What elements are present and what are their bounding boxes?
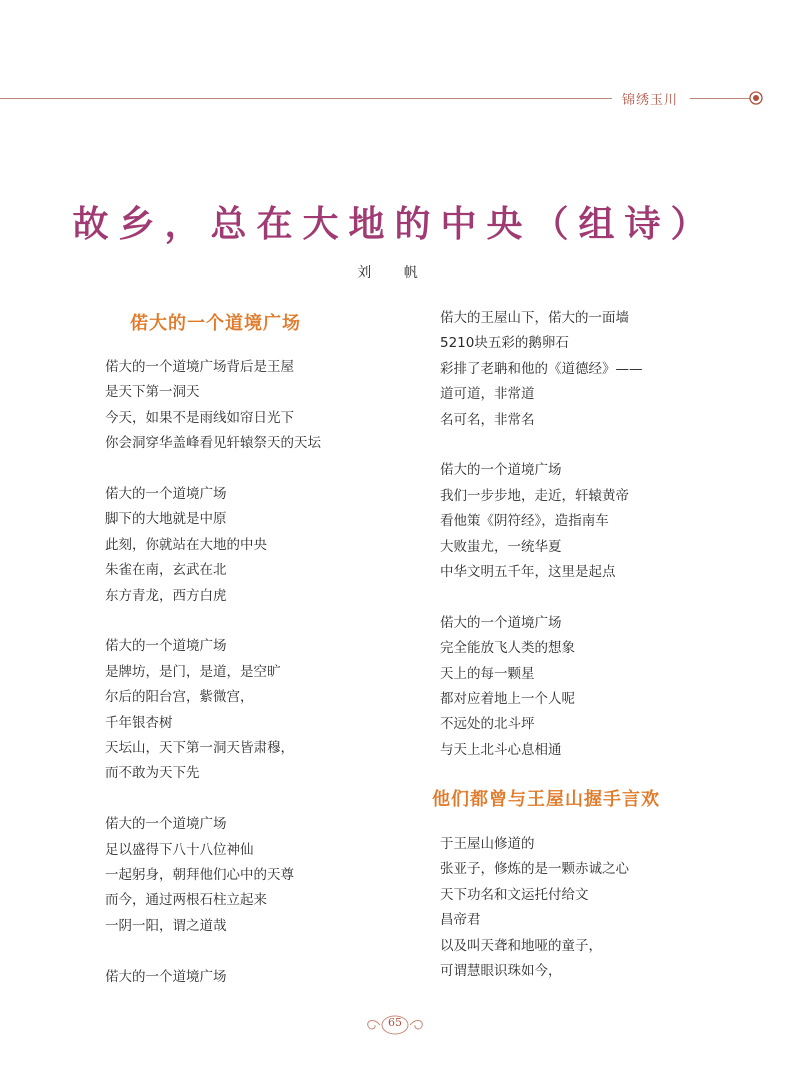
poem-line: 一起躬身，朝拜他们心中的天尊	[105, 867, 294, 884]
poem-line: 此刻，你就站在大地的中央	[105, 536, 267, 553]
subhead-2: 他们都曾与王屋山握手言欢	[432, 789, 660, 810]
poem-line: 5210块五彩的鹅卵石	[440, 335, 569, 352]
right-column-bottom	[440, 832, 750, 984]
right-column-top	[440, 306, 750, 763]
poem-line: 今天，如果不是雨线如帘日光下	[105, 409, 294, 426]
poem-line: 东方青龙，西方白虎	[105, 587, 227, 604]
poem-line: 张亚子，修炼的是一颗赤诚之心	[440, 861, 629, 878]
poem-line: 朱雀在南，玄武在北	[105, 562, 227, 579]
left-column	[105, 355, 415, 990]
poem-line: 天下功名和文运托付给文	[440, 886, 589, 903]
section-label: 锦绣玉川	[622, 93, 679, 108]
poem-line: 足以盛得下八十八位神仙	[105, 841, 254, 858]
poem-title: 故乡，总在大地的中央（组诗）	[72, 204, 717, 245]
poem-line: 尔后的阳台宫，紫微宫，	[105, 689, 254, 706]
poem-line: 天坛山，天下第一洞天皆肃穆，	[105, 740, 294, 757]
poem-line: 以及叫天聋和地哑的童子，	[440, 937, 602, 954]
poem-line: 偌大的一个道境广场	[440, 614, 562, 631]
target-icon	[749, 91, 763, 105]
poem-line: 偌大的一个道境广场	[440, 462, 562, 479]
stanza-gap	[105, 457, 415, 482]
poem-line: 偌大的一个道境广场	[105, 968, 227, 985]
poem-line: 可谓慧眼识珠如今，	[440, 963, 562, 980]
author: 刘 帆	[357, 265, 432, 281]
header-rule	[0, 98, 612, 99]
stanza-gap	[440, 433, 750, 458]
poem-line: 完全能放飞人类的想象	[440, 640, 575, 657]
stanza-gap	[105, 609, 415, 634]
poem-line: 我们一步步地，走近，轩辕黄帝	[440, 487, 629, 504]
poem-line: 大败蚩尤，一统华夏	[440, 538, 562, 555]
poem-line: 是天下第一洞天	[105, 384, 200, 401]
poem-line: 偌大的一个道境广场	[105, 638, 227, 655]
page-number-ornament	[360, 1010, 430, 1040]
poem-line: 千年银杏树	[105, 714, 173, 731]
poem-line: 脚下的大地就是中原	[105, 511, 227, 528]
poem-line: 彩排了老聃和他的《道德经》——	[440, 360, 643, 377]
poem-line: 名可名，非常名	[440, 411, 535, 428]
poem-line: 而不敢为天下先	[105, 765, 200, 782]
poem-line: 天上的每一颗星	[440, 665, 535, 682]
poem-line: 偌大的一个道境广场背后是王屋	[105, 359, 294, 375]
stanza-gap	[105, 939, 415, 964]
poem-line: 于王屋山修道的	[440, 836, 535, 852]
poem-line: 昌帝君	[440, 912, 481, 929]
stanza-gap	[440, 585, 750, 610]
poem-line: 与天上北斗心息相通	[440, 741, 562, 758]
subhead-1: 偌大的一个道境广场	[130, 313, 301, 334]
page-number: 65	[388, 1016, 402, 1029]
poem-line: 不远处的北斗坪	[440, 716, 535, 733]
poem-line: 你会洞穿华盖峰看见轩辕祭天的天坛	[105, 435, 321, 452]
poem-line: 都对应着地上一个人呢	[440, 691, 575, 708]
stanza-gap	[105, 787, 415, 812]
poem-line: 偌大的王屋山下，偌大的一面墙	[440, 310, 629, 326]
poem-line: 偌大的一个道境广场	[105, 816, 227, 833]
poem-line: 偌大的一个道境广场	[105, 486, 227, 503]
poem-line: 是牌坊，是门，是道，是空旷	[105, 663, 281, 680]
poem-line: 而今，通过两根石柱立起来	[105, 892, 267, 909]
poem-line: 一阴一阳，谓之道哉	[105, 917, 227, 934]
header-rule-right	[690, 98, 750, 99]
poem-line: 看他策《阴符经》，造指南车	[440, 513, 609, 530]
poem-line: 中华文明五千年，这里是起点	[440, 564, 616, 581]
poem-line: 道可道，非常道	[440, 386, 535, 403]
